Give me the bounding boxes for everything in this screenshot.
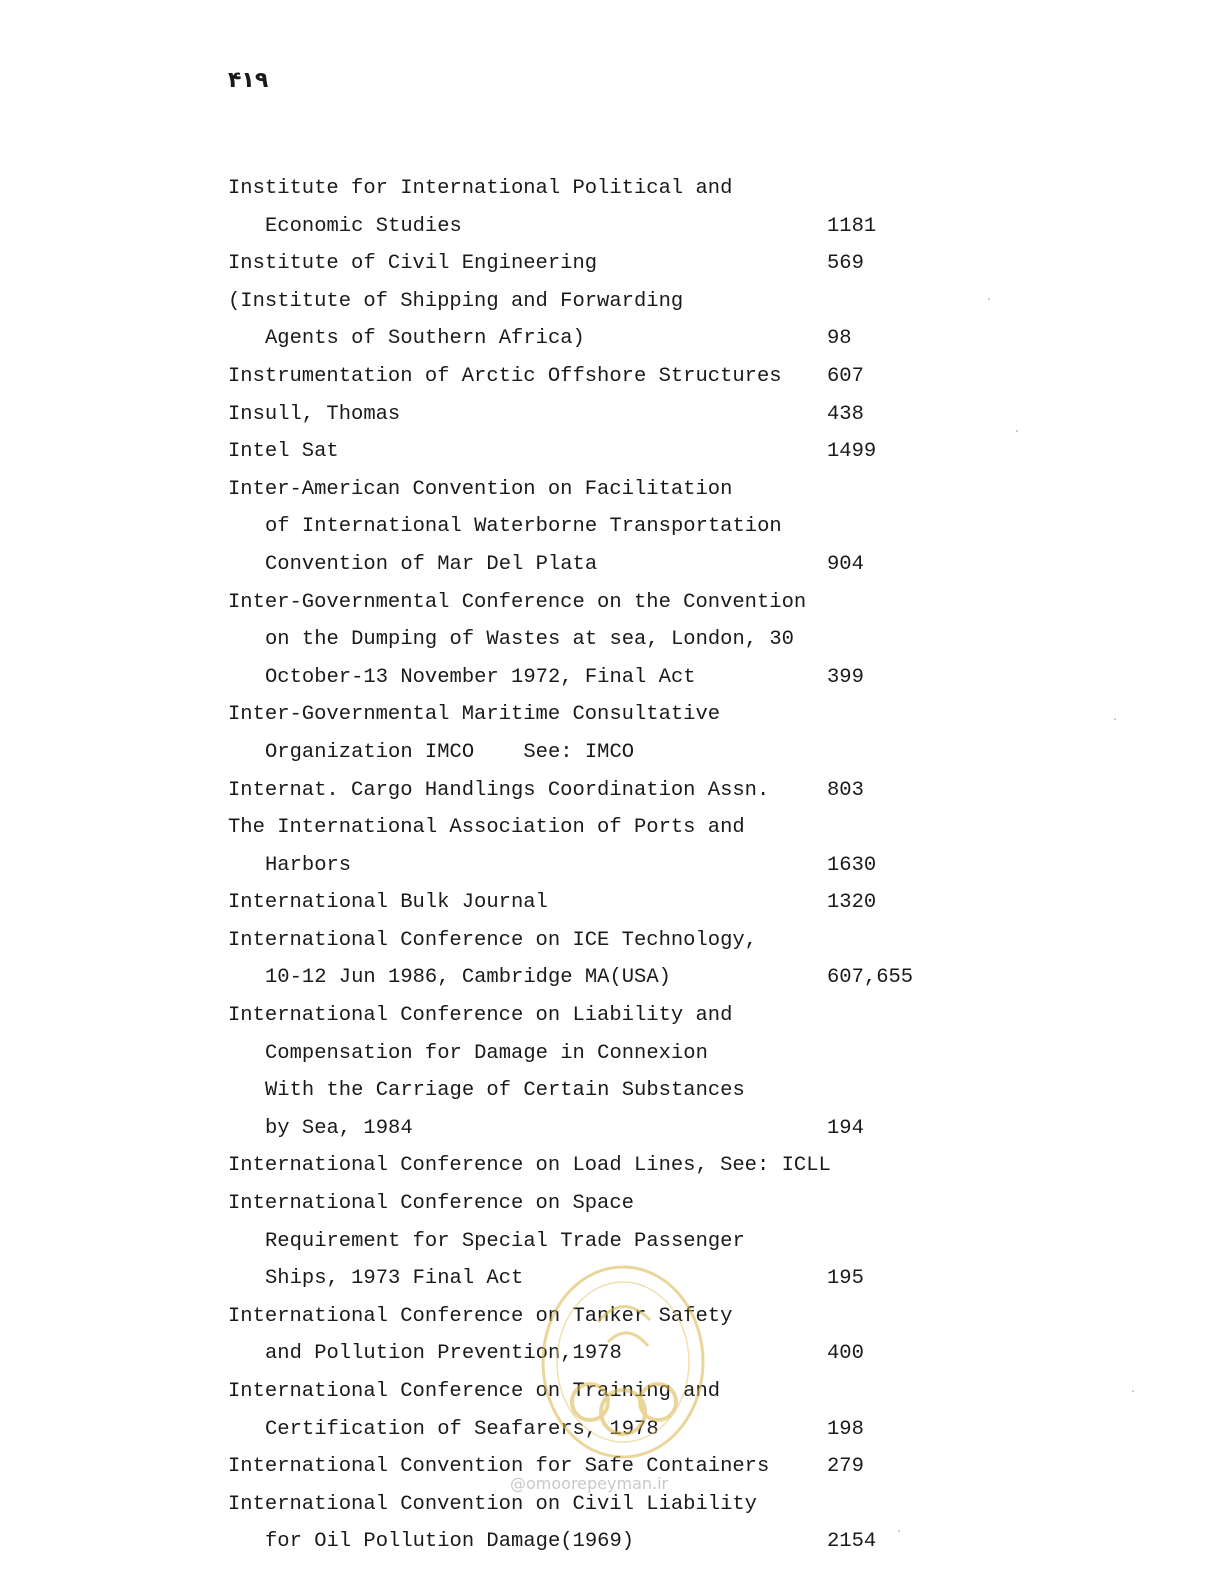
index-line	[228, 997, 948, 1035]
index-list	[228, 170, 948, 1561]
index-line	[228, 208, 948, 246]
index-line	[228, 1411, 948, 1449]
index-entry-text: Internat. Cargo Handlings Coordination Assn.	[228, 778, 770, 802]
index-line	[228, 1072, 948, 1110]
index-entry-text: Instrumentation of Arctic Offshore Structures	[228, 364, 782, 388]
index-entry-text: International Conference on Tanker Safety	[228, 1304, 733, 1328]
index-line	[228, 396, 948, 434]
index-line	[228, 170, 948, 208]
index-line	[228, 959, 948, 997]
index-entry-text: of International Waterborne Transportation	[265, 515, 782, 539]
index-line	[228, 1523, 948, 1561]
scan-speck	[898, 1530, 900, 1532]
scan-speck	[988, 298, 990, 300]
index-page-reference: 904	[827, 552, 864, 576]
index-line	[228, 433, 948, 471]
index-page-reference: 1630	[827, 853, 877, 877]
index-entry-text: Inter-Governmental Maritime Consultative	[228, 703, 721, 727]
index-page-reference: 279	[827, 1455, 864, 1479]
index-page-reference: 195	[827, 1267, 864, 1291]
page-number: ۴۱۹	[228, 68, 269, 93]
index-entry-text: International Convention for Safe Containers	[228, 1455, 770, 1479]
index-page-reference: 399	[827, 665, 864, 689]
index-line	[228, 283, 948, 321]
index-line	[228, 1035, 948, 1073]
index-line	[228, 621, 948, 659]
scan-speck	[1016, 430, 1018, 432]
index-line	[228, 546, 948, 584]
index-entry-text: Intel Sat	[228, 440, 339, 464]
watermark-site-text: @omoorepeyman.ir	[510, 1474, 669, 1493]
index-page-reference: 98	[827, 327, 852, 351]
index-entry-text: International Conference on Space	[228, 1192, 634, 1216]
index-entry-text: (Institute of Shipping and Forwarding	[228, 289, 684, 313]
index-line	[228, 1185, 948, 1223]
index-entry-text: The International Association of Ports and	[228, 816, 745, 840]
index-page-reference: 803	[827, 778, 864, 802]
scan-speck	[1132, 1390, 1134, 1392]
index-line	[228, 922, 948, 960]
index-line	[228, 1260, 948, 1298]
index-line	[228, 358, 948, 396]
index-entry-text: October-13 November 1972, Final Act	[265, 665, 696, 689]
index-line	[228, 696, 948, 734]
index-entry-text: 10-12 Jun 1986, Cambridge MA(USA)	[265, 966, 671, 990]
index-entry-text: Certification of Seafarers, 1978	[265, 1417, 659, 1441]
index-entry-text: Inter-Governmental Conference on the Convention	[228, 590, 807, 614]
index-entry-text: With the Carriage of Certain Substances	[265, 1079, 745, 1103]
index-entry-text: on the Dumping of Wastes at sea, London, 30	[265, 628, 794, 652]
index-line	[228, 320, 948, 358]
index-line	[228, 659, 948, 697]
index-line	[228, 1335, 948, 1373]
index-page-reference: 198	[827, 1417, 864, 1441]
index-entry-text: International Conference on Training and	[228, 1380, 721, 1403]
index-page-reference: 1499	[827, 440, 877, 464]
index-line	[228, 772, 948, 810]
index-line	[228, 1147, 948, 1185]
index-entry-text: by Sea, 1984	[265, 1116, 413, 1140]
index-entry-text: Economic Studies	[265, 214, 462, 238]
index-line	[228, 471, 948, 509]
index-page-reference: 2154	[827, 1530, 877, 1554]
index-entry-text: Inter-American Convention on Facilitation	[228, 477, 733, 501]
index-page-reference: 607,655	[827, 966, 914, 990]
index-entry-text: Institute for International Political and	[228, 177, 733, 200]
index-entry-text: Agents of Southern Africa)	[265, 327, 585, 351]
index-entry-text: Compensation for Damage in Connexion	[265, 1041, 708, 1065]
index-entry-text: Harbors	[265, 853, 352, 877]
index-line	[228, 809, 948, 847]
index-entry-text: Ships, 1973 Final Act	[265, 1267, 524, 1291]
index-line	[228, 1298, 948, 1336]
index-entry-text: Insull, Thomas	[228, 402, 401, 426]
index-page-reference: 569	[827, 252, 864, 276]
index-entry-text: Organization IMCO See: IMCO	[265, 740, 635, 764]
index-entry-text: and Pollution Prevention,1978	[265, 1342, 622, 1366]
index-page-reference: 1320	[827, 891, 877, 915]
index-line	[228, 1223, 948, 1261]
index-line	[228, 847, 948, 885]
index-entry-text: International Conference on ICE Technology,	[228, 928, 757, 952]
index-page-reference: 194	[827, 1116, 864, 1140]
index-entry-text: Convention of Mar Del Plata	[265, 552, 598, 576]
index-entry-text: Institute of Civil Engineering	[228, 252, 598, 276]
index-line	[228, 245, 948, 283]
index-line	[228, 508, 948, 546]
index-page-reference: 607	[827, 364, 864, 388]
index-entry-text: International Bulk Journal	[228, 891, 548, 915]
index-line	[228, 884, 948, 922]
index-entry-text: for Oil Pollution Damage(1969)	[265, 1530, 635, 1554]
index-line	[228, 1110, 948, 1148]
index-entry-text: International Convention on Civil Liability	[228, 1492, 757, 1516]
index-line	[228, 584, 948, 622]
index-entry-text: International Conference on Load Lines, See: ICLL	[228, 1154, 831, 1178]
index-line	[228, 734, 948, 772]
index-page-reference: 400	[827, 1342, 864, 1366]
index-entry-text: Requirement for Special Trade Passenger	[265, 1229, 745, 1253]
scan-speck	[1114, 718, 1116, 720]
index-line	[228, 1373, 948, 1411]
index-entry-text: International Conference on Liability and	[228, 1004, 733, 1028]
index-page-reference: 1181	[827, 214, 877, 238]
index-page-reference: 438	[827, 402, 864, 426]
